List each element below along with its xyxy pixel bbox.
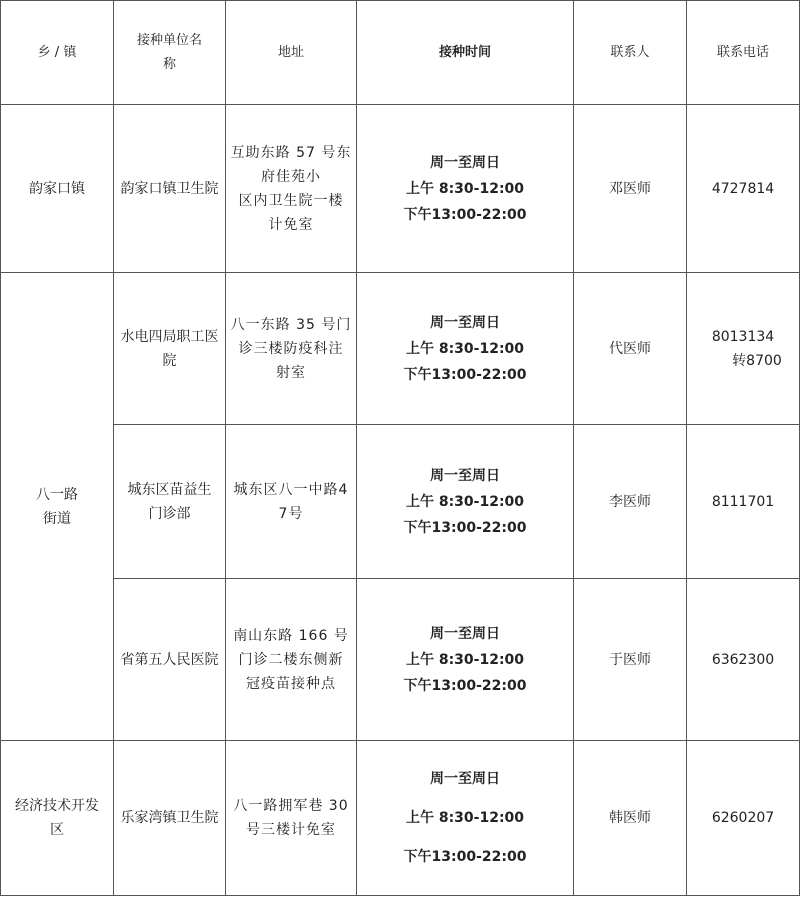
town-cell: 韵家口镇 — [1, 105, 114, 273]
time-morning: 上午 8:30-12:00 — [405, 340, 525, 357]
contact-cell: 代医师 — [574, 273, 687, 425]
address-line: 互助东路 57 号东 — [230, 144, 352, 161]
town-cell — [1, 741, 114, 896]
unit-cell: 省第五人民医院 — [114, 579, 226, 741]
phone-cell: 6260207 — [687, 741, 800, 896]
unit-line: 院 — [162, 352, 177, 369]
contact-cell: 李医师 — [574, 425, 687, 579]
time-cell — [357, 425, 574, 579]
town-line: 八一路 — [36, 486, 78, 503]
time-morning: 上午 8:30-12:00 — [405, 180, 525, 197]
phone-cell: 6362300 — [687, 579, 800, 741]
time-morning: 上午 8:30-12:00 — [405, 651, 525, 668]
phone-line: 8013134 — [711, 328, 775, 345]
table-row — [1, 273, 800, 425]
contact-cell: 邓医师 — [574, 105, 687, 273]
time-cell — [357, 273, 574, 425]
header-unit-line: 接种单位名 — [136, 32, 202, 48]
time-days: 周一至周日 — [430, 770, 500, 787]
header-contact: 联系人 — [574, 1, 687, 105]
unit-cell: 韵家口镇卫生院 — [114, 105, 226, 273]
header-phone: 联系电话 — [687, 1, 800, 105]
header-town: 乡 / 镇 — [1, 1, 114, 105]
time-morning: 上午 8:30-12:00 — [405, 493, 525, 510]
time-days: 周一至周日 — [430, 154, 500, 171]
time-afternoon: 下午13:00-22:00 — [403, 848, 527, 865]
contact-cell: 韩医师 — [574, 741, 687, 896]
table-row — [1, 579, 800, 741]
time-cell — [357, 579, 574, 741]
address-line: 区内卫生院一楼 — [238, 192, 344, 209]
time-morning: 上午 8:30-12:00 — [405, 809, 525, 826]
town-line: 街道 — [43, 510, 71, 527]
unit-line: 城东区苗益生 — [127, 481, 212, 498]
address-line: 7号 — [278, 505, 304, 522]
address-line: 射室 — [276, 364, 306, 381]
time-cell — [357, 105, 574, 273]
unit-line: 门诊部 — [148, 505, 191, 522]
address-line: 八一东路 35 号门 — [230, 316, 352, 333]
phone-cell: 8111701 — [687, 425, 800, 579]
town-cell — [1, 273, 114, 741]
address-cell — [226, 105, 357, 273]
phone-cell: 4727814 — [687, 105, 800, 273]
time-cell — [357, 741, 574, 896]
unit-cell — [114, 425, 226, 579]
table-header-row — [1, 1, 800, 105]
table-row — [1, 425, 800, 579]
address-line: 门诊二楼东侧新 — [238, 651, 344, 668]
time-afternoon: 下午13:00-22:00 — [403, 366, 527, 383]
address-cell — [226, 579, 357, 741]
header-address: 地址 — [226, 1, 357, 105]
time-afternoon: 下午13:00-22:00 — [403, 206, 527, 223]
address-cell — [226, 273, 357, 425]
address-line: 八一路拥军巷 30 — [233, 798, 349, 814]
header-time: 接种时间 — [357, 1, 574, 105]
time-afternoon: 下午13:00-22:00 — [403, 677, 527, 694]
header-unit — [114, 1, 226, 105]
table-row — [1, 741, 800, 896]
address-cell — [226, 425, 357, 579]
time-afternoon: 下午13:00-22:00 — [403, 519, 527, 536]
address-line: 冠疫苗接种点 — [246, 675, 336, 692]
address-line: 南山东路 166 号 — [233, 627, 349, 644]
address-line: 城东区八一中路4 — [233, 481, 349, 498]
unit-cell: 乐家湾镇卫生院 — [114, 741, 226, 896]
unit-line: 水电四局职工医 — [120, 328, 219, 345]
contact-cell: 于医师 — [574, 579, 687, 741]
address-line: 诊三楼防疫科注 — [238, 340, 344, 357]
time-days: 周一至周日 — [430, 314, 500, 331]
time-days: 周一至周日 — [430, 467, 500, 484]
phone-line: 转8700 — [732, 352, 782, 369]
phone-cell — [687, 273, 800, 425]
address-cell — [226, 741, 357, 896]
address-line: 计免室 — [268, 216, 314, 233]
time-days: 周一至周日 — [430, 625, 500, 642]
address-line: 府佳苑小 — [261, 168, 321, 185]
town-line: 经济技术开发 — [15, 798, 99, 814]
address-line: 号三楼计免室 — [246, 822, 336, 838]
unit-cell — [114, 273, 226, 425]
town-line: 区 — [50, 822, 64, 838]
header-unit-line: 称 — [162, 56, 176, 72]
table-row — [1, 105, 800, 273]
